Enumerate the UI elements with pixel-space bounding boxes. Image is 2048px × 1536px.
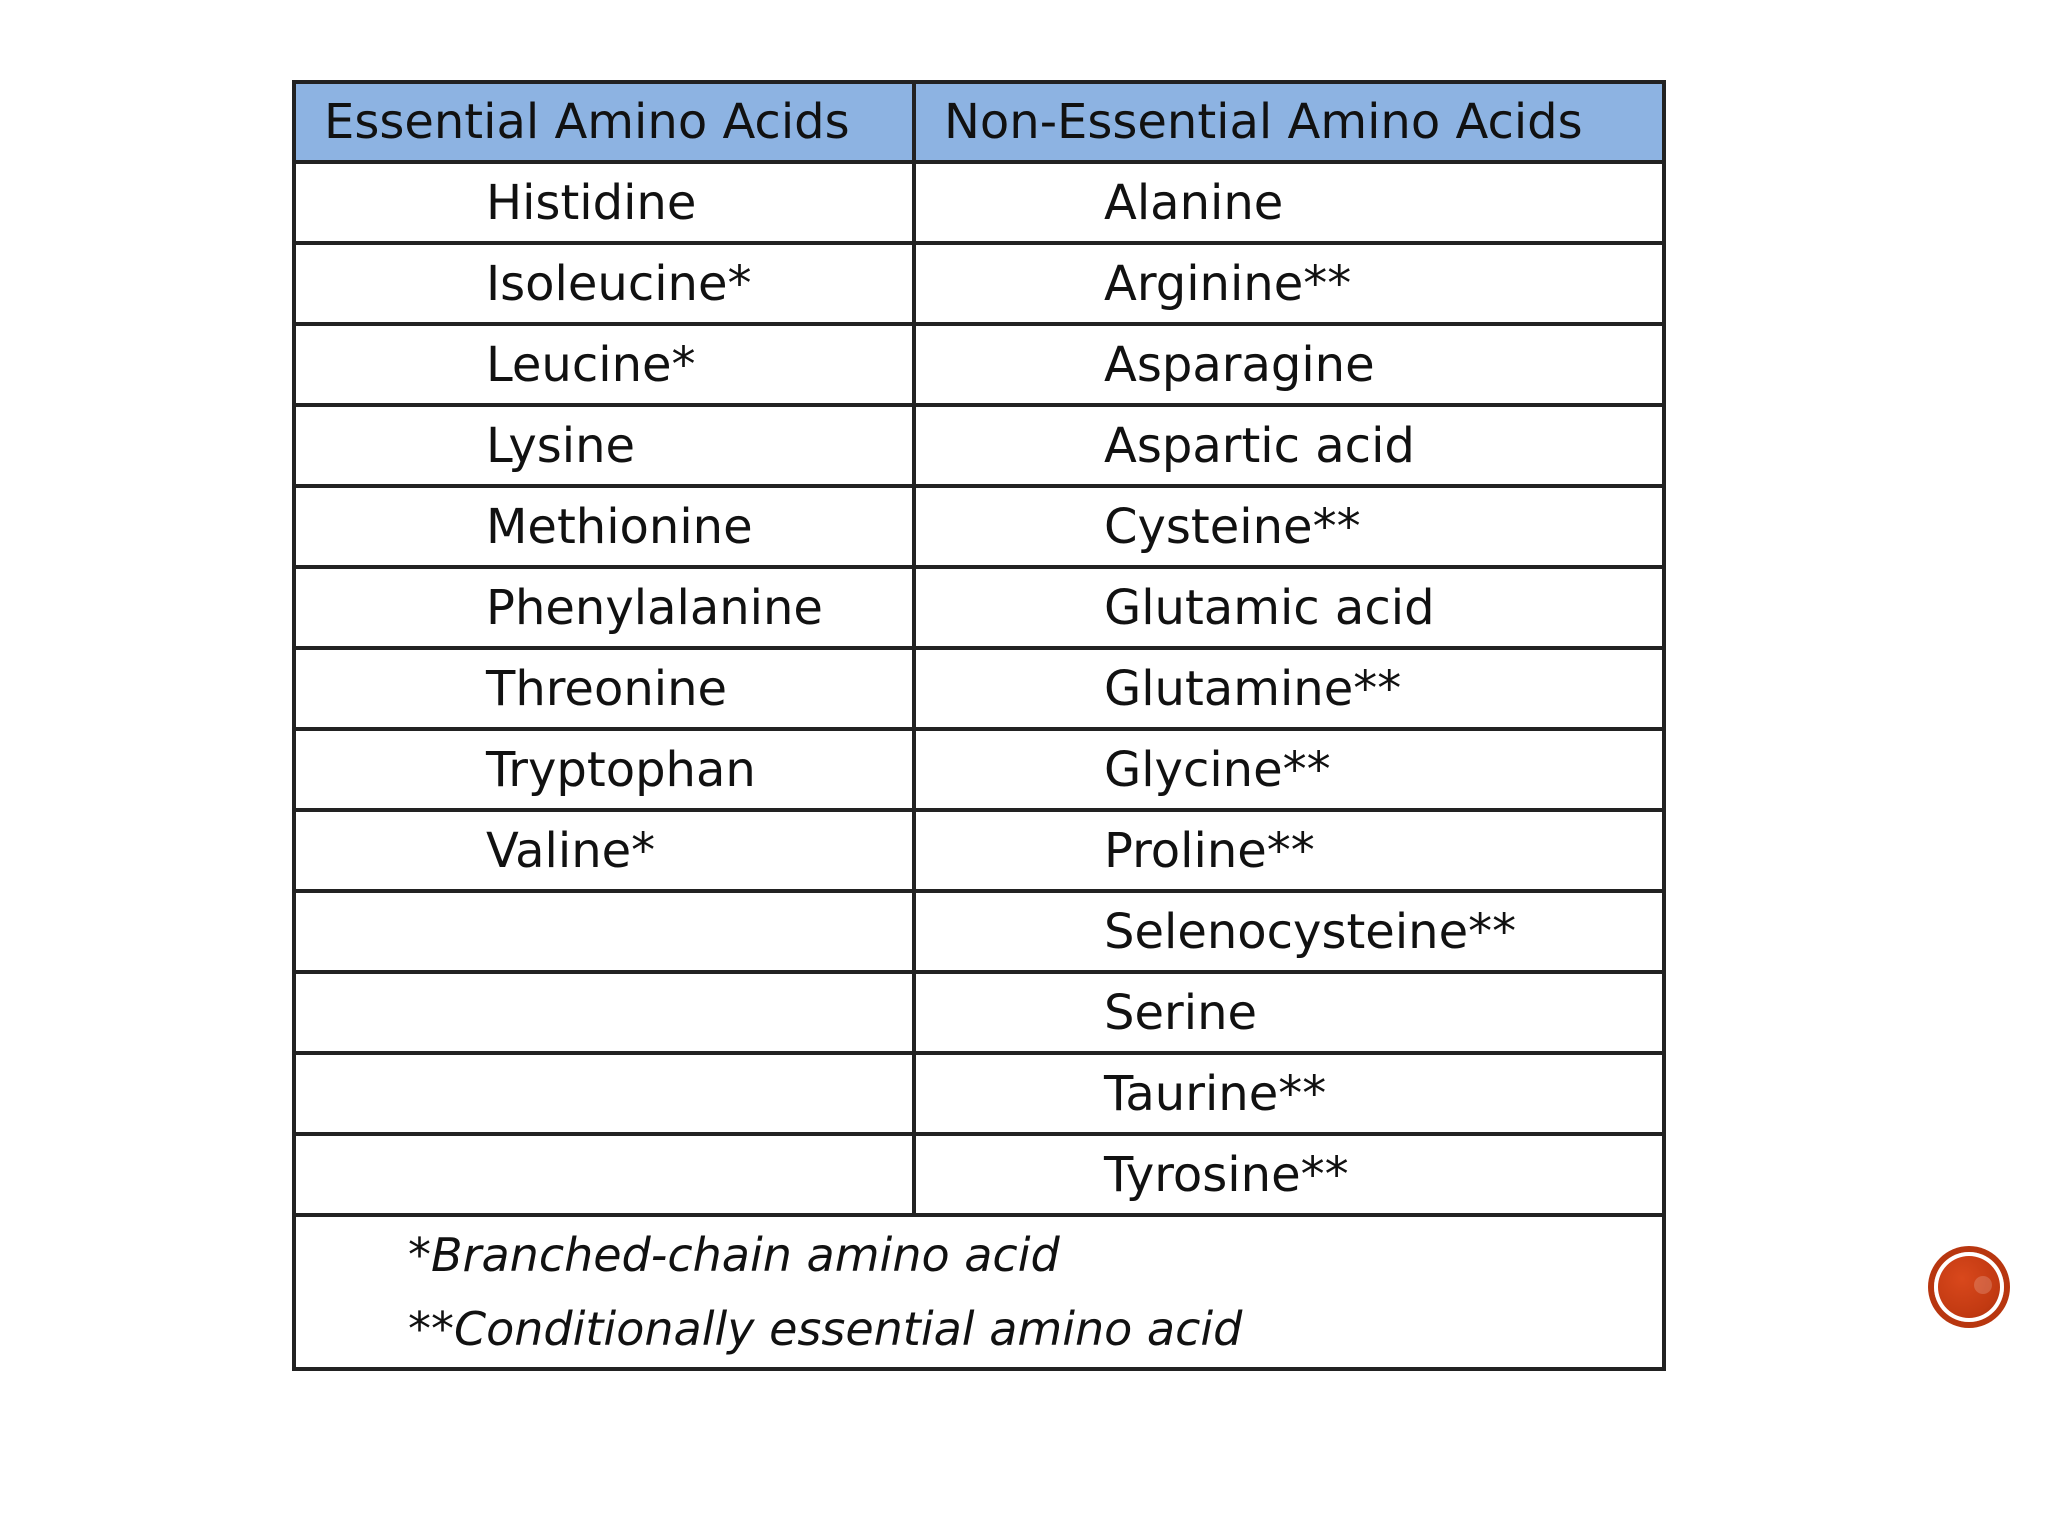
non-essential-cell: Glutamine** [914, 648, 1664, 729]
non-essential-cell: Proline** [914, 810, 1664, 891]
non-essential-cell: Tyrosine** [914, 1134, 1664, 1215]
header-non-essential: Non-Essential Amino Acids [914, 82, 1664, 162]
non-essential-cell: Cysteine** [914, 486, 1664, 567]
table-row [294, 162, 1664, 243]
essential-cell: Phenylalanine [294, 567, 914, 648]
table-row [294, 243, 1664, 324]
essential-cell [294, 1134, 914, 1215]
table-row [294, 810, 1664, 891]
amino-acids-table [292, 80, 1666, 1371]
non-essential-cell: Glutamic acid [914, 567, 1664, 648]
non-essential-cell: Glycine** [914, 729, 1664, 810]
essential-cell: Histidine [294, 162, 914, 243]
non-essential-cell: Alanine [914, 162, 1664, 243]
table-row [294, 648, 1664, 729]
footnote-conditionally-essential: **Conditionally essential amino acid [408, 1302, 1243, 1356]
footnote-branched-chain: *Branched-chain amino acid [408, 1228, 1060, 1282]
table-row [294, 972, 1664, 1053]
non-essential-cell: Aspartic acid [914, 405, 1664, 486]
table-row [294, 405, 1664, 486]
essential-cell: Threonine [294, 648, 914, 729]
table-row [294, 1053, 1664, 1134]
essential-cell: Isoleucine* [294, 243, 914, 324]
footnotes-cell [294, 1215, 1664, 1369]
non-essential-cell: Taurine** [914, 1053, 1664, 1134]
essential-cell: Valine* [294, 810, 914, 891]
non-essential-cell: Selenocysteine** [914, 891, 1664, 972]
essential-cell: Lysine [294, 405, 914, 486]
essential-cell [294, 891, 914, 972]
table-row [294, 1134, 1664, 1215]
footnote-row [294, 1215, 1664, 1369]
table-row [294, 891, 1664, 972]
essential-cell: Leucine* [294, 324, 914, 405]
non-essential-cell: Arginine** [914, 243, 1664, 324]
non-essential-cell: Asparagine [914, 324, 1664, 405]
table-row [294, 729, 1664, 810]
header-row [294, 82, 1664, 162]
essential-cell: Tryptophan [294, 729, 914, 810]
header-essential: Essential Amino Acids [294, 82, 914, 162]
essential-cell [294, 1053, 914, 1134]
essential-cell: Methionine [294, 486, 914, 567]
table-row [294, 567, 1664, 648]
slide-nav-button[interactable] [1934, 1252, 2004, 1322]
essential-cell [294, 972, 914, 1053]
table-row [294, 324, 1664, 405]
table-row [294, 486, 1664, 567]
non-essential-cell: Serine [914, 972, 1664, 1053]
